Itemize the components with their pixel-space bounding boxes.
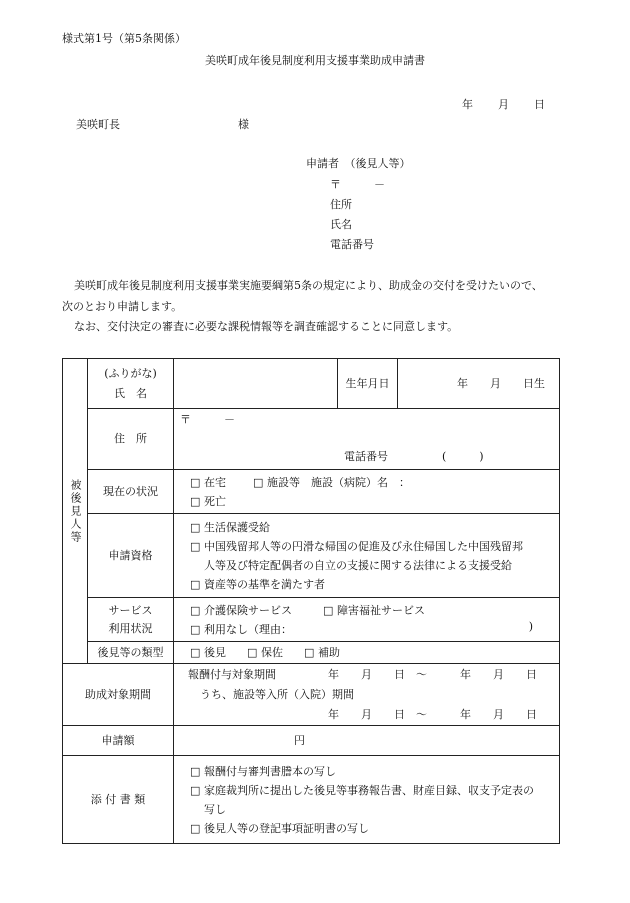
ward-header: 被後見人等 bbox=[69, 478, 82, 544]
table-row bbox=[63, 359, 560, 409]
attachment-3-label: 後見人等の登記事項証明書の写し bbox=[204, 821, 369, 835]
attachment-3-checkbox[interactable]: □ bbox=[190, 821, 201, 835]
service-label-cell bbox=[88, 598, 174, 642]
status-facility-label: 施設等 施設（病院）名 ： bbox=[267, 475, 410, 489]
service-label-line1: サービス bbox=[108, 603, 153, 617]
service-none-close-paren: ) bbox=[528, 620, 533, 633]
ward-phone-label: 電話番号 bbox=[344, 450, 388, 463]
attachments-label: 添 付 書 類 bbox=[63, 756, 174, 844]
attachment-2-checkbox[interactable]: □ bbox=[190, 783, 201, 797]
eligibility-label: 申請資格 bbox=[88, 514, 174, 598]
table-row bbox=[63, 726, 560, 756]
applicant-phone-label: 電話番号 bbox=[330, 238, 374, 251]
guardian-type-label: 後見等の類型 bbox=[88, 642, 174, 664]
table-row bbox=[63, 598, 560, 642]
birthdate-label: 生年月日 bbox=[338, 359, 398, 409]
guardian-type-curator-checkbox[interactable]: □ bbox=[247, 645, 258, 659]
body-text-line2: 次のとおり申請します。 bbox=[62, 300, 183, 313]
address-label: 住 所 bbox=[88, 409, 174, 470]
eligibility-welfare-label: 生活保護受給 bbox=[204, 520, 270, 534]
guardian-type-options bbox=[174, 642, 560, 664]
table-row bbox=[63, 756, 560, 844]
applicant-postal: 〒 － bbox=[330, 178, 385, 191]
eligibility-assets-checkbox[interactable]: □ bbox=[190, 577, 201, 591]
service-label-line2: 利用状況 bbox=[108, 621, 153, 635]
body-text-line3: なお、交付決定の審査に必要な課税情報等を調査確認することに同意します。 bbox=[74, 320, 459, 333]
applicant-name-label: 氏名 bbox=[330, 218, 352, 231]
service-options bbox=[174, 598, 560, 642]
service-care-label: 介護保険サービス bbox=[204, 603, 292, 617]
ward-phone-paren: ( ) bbox=[442, 450, 484, 463]
attachment-1-checkbox[interactable]: □ bbox=[190, 764, 201, 778]
address-field[interactable] bbox=[174, 409, 560, 470]
ward-postal: 〒 － bbox=[180, 413, 235, 426]
status-label: 現在の状況 bbox=[88, 470, 174, 514]
name-label-cell bbox=[88, 359, 174, 409]
status-deceased-label: 死亡 bbox=[204, 494, 226, 508]
attachment-1-label: 報酬付与審判書謄本の写し bbox=[204, 764, 336, 778]
date-month: 月 bbox=[498, 98, 509, 111]
attachment-2-label-cont: 写し bbox=[204, 802, 226, 816]
status-home-checkbox[interactable]: □ bbox=[190, 475, 201, 489]
period-line1-dates: 年 月 日 ～ 年 月 日 bbox=[328, 668, 537, 681]
status-home-label: 在宅 bbox=[204, 475, 226, 489]
form-number: 様式第1号（第5条関係） bbox=[62, 32, 186, 45]
period-line2-dates: 年 月 日 ～ 年 月 日 bbox=[328, 708, 537, 721]
period-field[interactable] bbox=[174, 664, 560, 726]
body-text-line1: 美咲町成年後見制度利用支援事業実施要綱第5条の規定により、助成金の交付を受けたいので、 bbox=[74, 279, 543, 292]
table-row bbox=[63, 409, 560, 470]
name-field[interactable] bbox=[174, 359, 338, 409]
date-day: 日 bbox=[534, 98, 545, 111]
status-deceased-checkbox[interactable]: □ bbox=[190, 494, 201, 508]
period-line1-label: 報酬付与対象期間 bbox=[188, 668, 276, 681]
eligibility-china-label: 中国残留邦人等の円滑な帰国の促進及び永住帰国した中国残留邦 bbox=[204, 539, 523, 553]
table-row bbox=[63, 514, 560, 598]
amount-unit: 円 bbox=[294, 734, 305, 747]
attachments-options bbox=[174, 756, 560, 844]
amount-field[interactable] bbox=[174, 726, 560, 756]
page-title: 美咲町成年後見制度利用支援事業助成申請書 bbox=[205, 54, 425, 67]
eligibility-welfare-checkbox[interactable]: □ bbox=[190, 520, 201, 534]
service-none-checkbox[interactable]: □ bbox=[190, 622, 201, 636]
furigana-label: (ふりがな) bbox=[104, 366, 157, 380]
eligibility-options bbox=[174, 514, 560, 598]
amount-label: 申請額 bbox=[63, 726, 174, 756]
period-label: 助成対象期間 bbox=[63, 664, 174, 726]
status-facility-checkbox[interactable]: □ bbox=[253, 475, 264, 489]
period-line2-label: うち、施設等入所（入院）期間 bbox=[200, 688, 354, 701]
guardian-type-assistant-checkbox[interactable]: □ bbox=[304, 645, 315, 659]
service-disability-label: 障害福祉サービス bbox=[337, 603, 425, 617]
date-year: 年 bbox=[462, 98, 473, 111]
eligibility-china-checkbox[interactable]: □ bbox=[190, 539, 201, 553]
table-row bbox=[63, 470, 560, 514]
addressee-honorific: 様 bbox=[238, 118, 249, 131]
eligibility-assets-label: 資産等の基準を満たす者 bbox=[204, 577, 325, 591]
service-none-label: 利用なし（理由： bbox=[204, 622, 292, 636]
applicant-heading: 申請者 （後見人等） bbox=[306, 157, 411, 170]
table-row bbox=[63, 642, 560, 664]
guardian-type-guardian-label: 後見 bbox=[204, 645, 226, 659]
service-disability-checkbox[interactable]: □ bbox=[323, 603, 334, 617]
applicant-address-label: 住所 bbox=[330, 198, 352, 211]
service-care-checkbox[interactable]: □ bbox=[190, 603, 201, 617]
ward-header-cell bbox=[63, 359, 88, 664]
addressee-name: 美咲町長 bbox=[76, 118, 120, 131]
eligibility-china-label-cont: 人等及び特定配偶者の自立の支援に関する法律による支援受給 bbox=[204, 558, 512, 572]
guardian-type-assistant-label: 補助 bbox=[318, 645, 340, 659]
status-options bbox=[174, 470, 560, 514]
guardian-type-guardian-checkbox[interactable]: □ bbox=[190, 645, 201, 659]
attachment-2-label: 家庭裁判所に提出した後見等事務報告書、財産目録、収支予定表の bbox=[204, 783, 534, 797]
guardian-type-curator-label: 保佐 bbox=[261, 645, 283, 659]
application-table bbox=[62, 358, 560, 844]
name-label: 氏 名 bbox=[114, 386, 147, 400]
birthdate-field[interactable]: 年 月 日生 bbox=[398, 359, 560, 409]
table-row bbox=[63, 664, 560, 726]
